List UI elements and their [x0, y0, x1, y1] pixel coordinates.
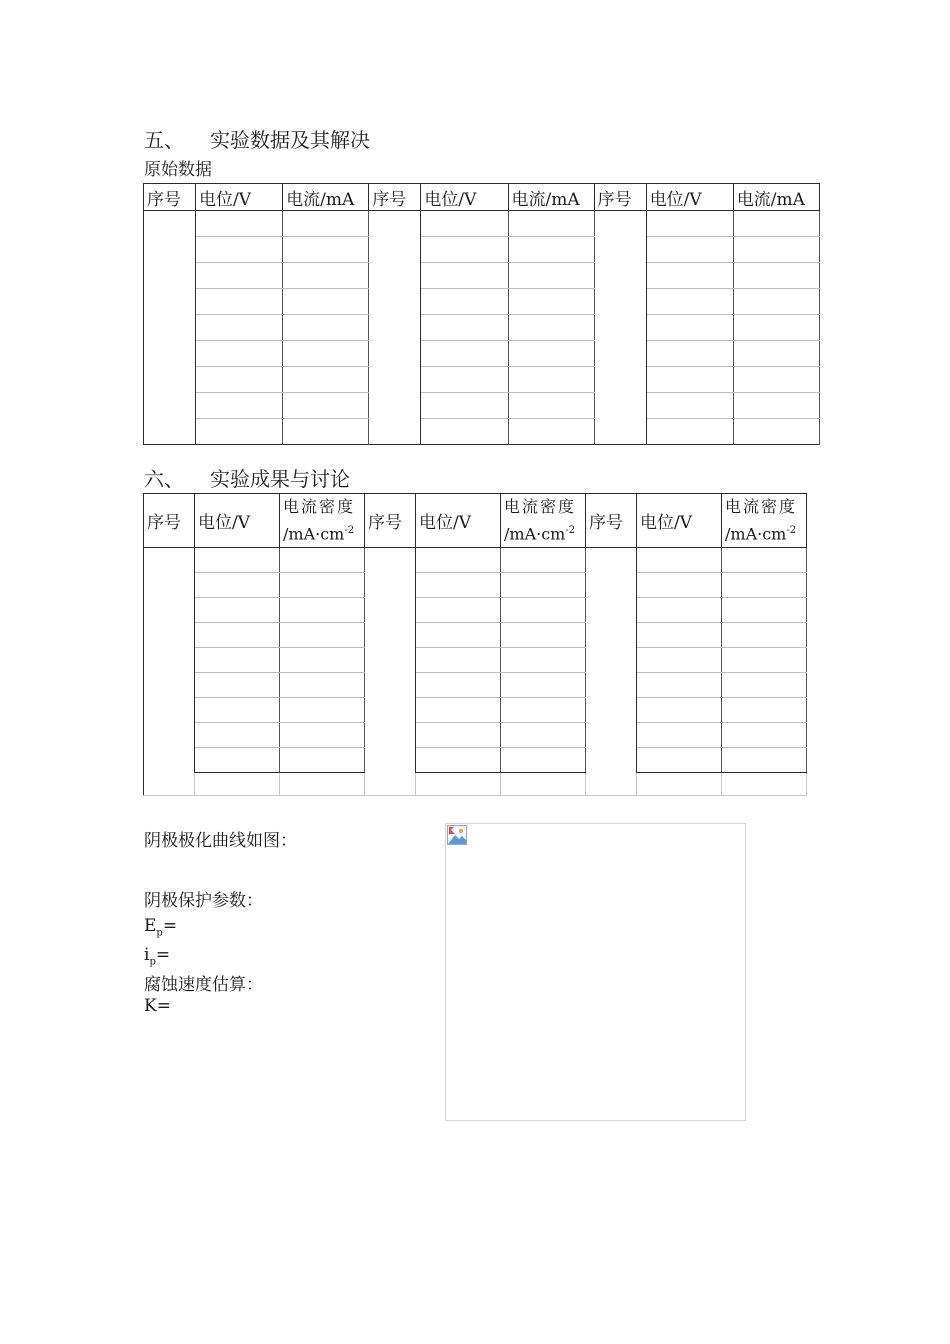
table-row [144, 237, 820, 263]
table-cell [280, 773, 365, 796]
corrosion-rate-label: 腐蚀速度估算： [144, 975, 263, 995]
results-table [143, 493, 807, 796]
header-density-line2 [725, 519, 806, 546]
table-cell [280, 723, 365, 748]
table-row [144, 315, 820, 341]
table-cell [501, 573, 586, 598]
table-cell [722, 698, 807, 723]
table-cell [733, 393, 819, 419]
header-density-line2 [283, 519, 364, 546]
table-cell [722, 548, 807, 573]
ip-equals: = [155, 945, 171, 965]
table-cell [646, 419, 733, 445]
table-cell [280, 673, 365, 698]
table-cell [283, 237, 369, 263]
table-cell [283, 211, 369, 237]
table-cell [196, 289, 283, 315]
table-header-row [144, 494, 807, 548]
header-potential-1: 电位/V [196, 184, 283, 211]
header-seq: 序号 [144, 494, 195, 548]
seq-cell [144, 211, 196, 445]
table-cell [283, 263, 369, 289]
table-cell [196, 419, 283, 445]
table-cell [196, 367, 283, 393]
header-potential-3: 电位/V [646, 184, 733, 211]
table-cell [195, 773, 280, 796]
table-cell [416, 623, 501, 648]
table-cell [733, 315, 819, 341]
table-cell [283, 315, 369, 341]
table-cell [416, 648, 501, 673]
table-cell [421, 211, 508, 237]
table-cell [733, 367, 819, 393]
seq-cell [369, 211, 421, 445]
header-potential: 电位/V [416, 494, 501, 548]
polarization-curve-label: 阴极极化曲线如图： [144, 831, 297, 851]
table-cell [196, 211, 283, 237]
table-cell [421, 315, 508, 341]
header-current-1: 电流/mA [283, 184, 369, 211]
table-cell [586, 773, 637, 796]
table-row [144, 748, 807, 773]
header-potential: 电位/V [195, 494, 280, 548]
seq-cell [144, 548, 195, 773]
ip-subscript: p [149, 956, 156, 968]
table-cell [280, 748, 365, 773]
table-cell [501, 548, 586, 573]
table-cell [722, 748, 807, 773]
table-cell [637, 648, 722, 673]
table-cell [733, 419, 819, 445]
ep-symbol: E [144, 916, 157, 936]
table-cell [508, 419, 594, 445]
header-seq-1: 序号 [144, 184, 196, 211]
table-row [144, 598, 807, 623]
table-row [144, 698, 807, 723]
ip-label [144, 945, 170, 967]
table-cell [280, 548, 365, 573]
table-cell [646, 263, 733, 289]
header-potential-2: 电位/V [421, 184, 508, 211]
table-cell [416, 748, 501, 773]
polarization-curve-image [445, 823, 746, 1121]
table-cell [508, 393, 594, 419]
table-cell [280, 573, 365, 598]
ep-equals: = [162, 916, 178, 936]
table-cell [646, 341, 733, 367]
table-cell [195, 598, 280, 623]
table-cell [283, 419, 369, 445]
header-current-3: 电流/mA [733, 184, 819, 211]
table-cell [722, 648, 807, 673]
table-cell [283, 289, 369, 315]
table-row [144, 211, 820, 237]
table-cell [637, 573, 722, 598]
seq-cell [365, 548, 416, 773]
header-density-line1: 电流密度 [283, 496, 356, 516]
table-cell [646, 289, 733, 315]
table-cell [195, 648, 280, 673]
table-cell [196, 237, 283, 263]
table-cell [508, 263, 594, 289]
table-cell [501, 748, 586, 773]
ep-subscript: p [156, 927, 163, 939]
table-cell [722, 673, 807, 698]
section-5-heading [144, 124, 370, 153]
section-5-title: 实验数据及其解决 [210, 128, 370, 152]
table-cell [722, 723, 807, 748]
table-cell [421, 419, 508, 445]
seq-cell [594, 211, 646, 445]
header-current-density [501, 494, 586, 548]
table-cell [195, 748, 280, 773]
header-density-exponent: -2 [565, 524, 576, 536]
table-cell [733, 289, 819, 315]
table-cell [416, 598, 501, 623]
table-cell [637, 748, 722, 773]
table-row [144, 773, 807, 796]
header-seq: 序号 [586, 494, 637, 548]
table-row [144, 419, 820, 445]
header-density-unit: /mA·cm [725, 524, 787, 544]
table-cell [195, 698, 280, 723]
table-cell [283, 393, 369, 419]
table-cell [416, 723, 501, 748]
table-cell [733, 263, 819, 289]
section-6-number: 六、 [144, 467, 184, 491]
table-cell [195, 673, 280, 698]
table-cell [722, 773, 807, 796]
table-cell [501, 723, 586, 748]
protection-params-label: 阴极保护参数： [144, 891, 263, 911]
table-cell [637, 773, 722, 796]
table-row [144, 648, 807, 673]
table-row [144, 341, 820, 367]
table-cell [501, 698, 586, 723]
table-cell [508, 341, 594, 367]
table-cell [196, 315, 283, 341]
header-density-line1: 电流密度 [725, 496, 798, 516]
table-cell [637, 598, 722, 623]
table-cell [637, 623, 722, 648]
table-cell [637, 723, 722, 748]
table-cell [646, 393, 733, 419]
seq-cell [586, 548, 637, 773]
table-cell [416, 548, 501, 573]
table-row [144, 289, 820, 315]
table-cell [280, 648, 365, 673]
table-cell [421, 237, 508, 263]
header-density-unit: /mA·cm [504, 524, 566, 544]
table-cell [196, 341, 283, 367]
header-current-2: 电流/mA [508, 184, 594, 211]
table-row [144, 623, 807, 648]
header-density-unit: /mA·cm [283, 524, 345, 544]
table-cell [421, 393, 508, 419]
table-row [144, 573, 807, 598]
table-cell [508, 289, 594, 315]
table-cell [646, 211, 733, 237]
ip-symbol: i [144, 945, 150, 965]
header-current-density [280, 494, 365, 548]
table-cell [733, 237, 819, 263]
header-density-exponent: -2 [344, 524, 355, 536]
table-cell [501, 648, 586, 673]
table-cell [508, 367, 594, 393]
raw-data-table [143, 183, 820, 445]
header-density-line1: 电流密度 [504, 496, 577, 516]
table-row [144, 723, 807, 748]
table-cell [637, 698, 722, 723]
table-header-row [144, 184, 820, 211]
table-cell [416, 773, 501, 796]
section-6-title: 实验成果与讨论 [210, 467, 350, 491]
table-cell [508, 211, 594, 237]
table-cell [195, 623, 280, 648]
header-seq-3: 序号 [594, 184, 646, 211]
header-seq: 序号 [365, 494, 416, 548]
table-cell [283, 367, 369, 393]
table-row [144, 367, 820, 393]
table-cell [733, 341, 819, 367]
table-cell [421, 289, 508, 315]
table-cell [646, 315, 733, 341]
table-cell [144, 773, 195, 796]
table-cell [501, 598, 586, 623]
table-cell [501, 773, 586, 796]
table-cell [508, 237, 594, 263]
header-potential: 电位/V [637, 494, 722, 548]
table-cell [508, 315, 594, 341]
table-cell [722, 573, 807, 598]
header-density-line2 [504, 519, 585, 546]
table-cell [637, 673, 722, 698]
header-current-density [722, 494, 807, 548]
table-cell [280, 598, 365, 623]
table-cell [501, 623, 586, 648]
table-cell [195, 723, 280, 748]
table-cell [196, 263, 283, 289]
table-cell [196, 393, 283, 419]
table-cell [733, 211, 819, 237]
k-label: K= [144, 996, 171, 1016]
table-cell [722, 598, 807, 623]
table-row [144, 393, 820, 419]
table-cell [365, 773, 416, 796]
section-5-number: 五、 [144, 128, 184, 152]
table-cell [421, 263, 508, 289]
table-cell [416, 573, 501, 598]
table-cell [646, 367, 733, 393]
table-cell [280, 698, 365, 723]
table-cell [283, 341, 369, 367]
table-cell [416, 698, 501, 723]
table-cell [416, 673, 501, 698]
table-cell [646, 237, 733, 263]
raw-data-label: 原始数据 [144, 160, 212, 180]
table-row [144, 673, 807, 698]
table-cell [421, 367, 508, 393]
header-density-exponent: -2 [786, 524, 797, 536]
table-cell [722, 623, 807, 648]
table-row [144, 548, 807, 573]
table-cell [280, 623, 365, 648]
section-6-heading [144, 463, 350, 492]
table-cell [501, 673, 586, 698]
table-cell [195, 548, 280, 573]
header-seq-2: 序号 [369, 184, 421, 211]
table-cell [195, 573, 280, 598]
table-cell [637, 548, 722, 573]
ep-label [144, 916, 177, 938]
table-row [144, 263, 820, 289]
broken-image-icon [447, 825, 467, 845]
table-cell [421, 341, 508, 367]
